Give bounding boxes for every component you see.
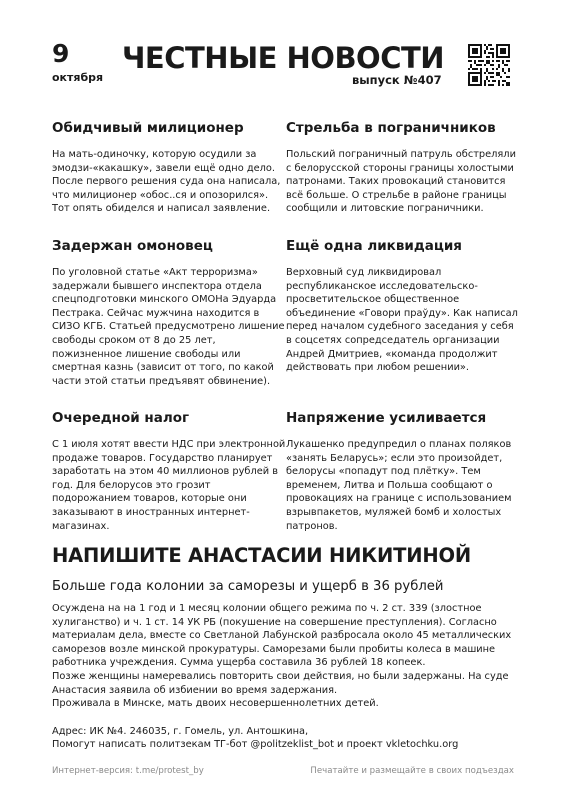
- help-line: Помогут написать политзекам ТГ-бот @politzeklist_bot и проект vkletochku.org: [52, 739, 459, 751]
- article-left-1: [52, 120, 286, 216]
- appeal-title: НАПИШИТЕ АНАСТАСИИ НИКИТИНОЙ: [52, 544, 471, 567]
- appeal-section: [52, 544, 532, 752]
- issue-number: выпуск №407: [352, 73, 442, 87]
- appeal-text-3: Проживала в Минске, мать двоих несовершеннолетних детей.: [52, 698, 379, 710]
- appeal-subtitle: Больше года колонии за саморезы и ущерб в 36 рублей: [52, 579, 444, 594]
- article-title: Задержан омоновец: [52, 238, 213, 254]
- article-text: Верховный суд ликвидировал республиканское исследовательско-просветительское общественное объединение «Говори праўду». Как написал перед началом судебного заседания у себя в соцсетях сопредседатель организации Андрей Дмитриев, «команда продолжит действовать при любом решении».: [286, 267, 518, 374]
- header: [52, 40, 514, 90]
- article-right-2: [286, 238, 520, 375]
- appeal-text-2: Позже женщины намеревались повторить свои действия, но были задержаны. На суде Анастасия заявила об избиении во время задержания.: [52, 670, 509, 696]
- article-text: Лукашенко предупредил о планах поляков «занять Беларусь»; если это произойдет, белорусы «попадут под плётку». Тем временем, Литва и Польша сообщают о провокациях на границе с использованием взрывпакетов, муляжей бомб и холостых патронов.: [286, 439, 512, 532]
- footer-print-note: Печатайте и размещайте в своих подъездах: [310, 766, 514, 776]
- newspaper-title: ЧЕСТНЫЕ НОВОСТИ: [122, 41, 445, 75]
- article-text: На мать-одиночку, которую осудили за эмодзи-«какашку», завели ещё одно дело. После первого решения суда она написала, что милиционер «обос..ся и опозорился». Тот опять обиделся и написал заявление.: [52, 149, 281, 215]
- qr-code-icon: [468, 44, 510, 86]
- article-right-1: [286, 120, 520, 216]
- article-text: По уголовной статье «Акт терроризма» задержали бывшего инспектора отдела спецподготовки минского ОМОНа Эдуарда Пестрака. Сейчас мужчина находится в СИЗО КГБ. Статьей предусмотрено лишение свободы сроком от 8 до 25 лет, пожизненное лишение свободы или смертная казнь (зависит от того, по какой части этой статьи предъявят обвинение).: [52, 267, 285, 387]
- appeal-text: Осуждена на на 1 год и 1 месяц колонии общего режима по ч. 2 ст. 339 (злостное хулиганство) и ч. 1 ст. 14 УК РБ (покушение на совершение преступления). Согласно материалам дела, вместе со Светланой Лабунской разбросала около 45 металлических саморезов возле минской прокуратуры. Саморезами были пробиты колеса в машине работника учреждения. Сумма ущерба составила 36 рублей 18 копеек.: [52, 603, 512, 669]
- address: Адрес: ИК №4. 246035, г. Гомель, ул. Антошкина,: [52, 725, 309, 737]
- article-text: Польский пограничный патруль обстреляли с белорусской стороны границы холостыми патронами. Таких провокаций становится всё больше. О стрельбе в районе границы сообщили и литовские пограничники.: [286, 149, 516, 215]
- date-month: октября: [52, 71, 104, 84]
- article-text: С 1 июля хотят ввести НДС при электронной продаже товаров. Государство планирует заработать на этом 40 миллионов рублей в год. Для белорусов это грозит подорожанием товаров, которые они заказывают в иностранных интернет-магазинах.: [52, 439, 286, 532]
- footer-online-link: Интернет-версия: t.me/protest_by: [52, 766, 204, 776]
- article-title: Обидчивый милиционер: [52, 120, 244, 136]
- article-title: Очередной налог: [52, 410, 190, 426]
- article-title: Ещё одна ликвидация: [286, 238, 462, 254]
- date-day: 9: [52, 39, 70, 68]
- article-left-2: [52, 238, 286, 388]
- article-left-3: [52, 410, 286, 533]
- article-title: Стрельба в пограничников: [286, 120, 496, 136]
- article-title: Напряжение усиливается: [286, 410, 487, 426]
- article-right-3: [286, 410, 520, 533]
